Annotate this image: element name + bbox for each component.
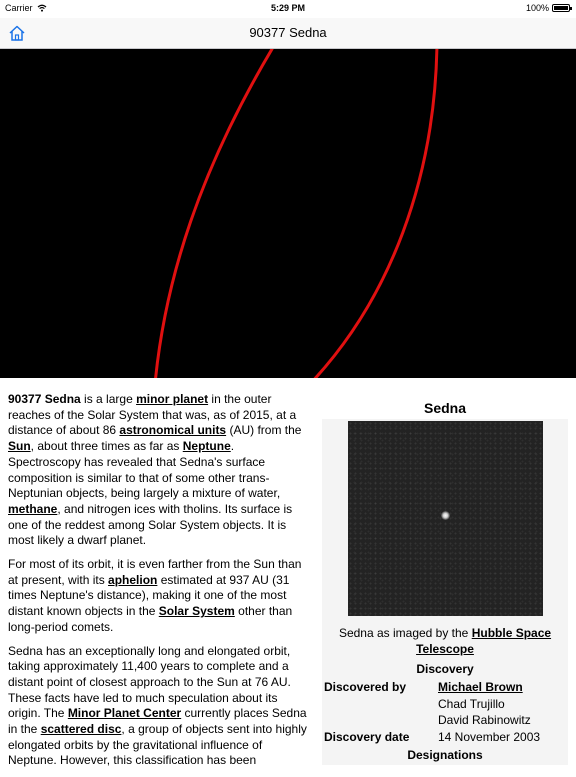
article-text: Sedna has an exceptionally long and elongated orbit, taking approximately 11,400 years to complete and a distant point of closest approach to the Sun at 76 AU. These facts have led to much speculation about its origin. The [8,643,291,721]
article-link[interactable]: scattered disc [40,722,122,737]
article-link[interactable]: Minor Planet Center [67,706,182,721]
orbit-visualization[interactable] [0,49,576,378]
article-text: For most of its orbit, it is even farther from the Sun than at present, with its [8,557,302,587]
sedna-point [441,511,450,520]
paragraph-orbit [8,557,310,636]
article-link[interactable]: astronomical units [119,423,227,438]
article-link[interactable]: Neptune [182,439,231,454]
battery-icon [552,4,570,12]
link-hubble[interactable]: Hubble Space Telescope [416,626,552,656]
value-discovery-date: 14 November 2003 [438,729,541,744]
article-text: is a large [80,392,137,406]
article-text: other than long-period comets. [8,604,293,634]
paragraph-intro [8,392,310,549]
article-text: currently places Sedna in the [8,706,307,737]
article-text: , about three times as far as [30,439,183,454]
article-text: in the outer reaches of the Solar System that was, as of 2015, at a distance of about 86 [8,392,297,438]
status-bar [0,0,576,18]
infobox [322,396,568,765]
article-text: estimated at 937 AU (31 times Neptune's distance), making it one of the most distant known objects in the [8,572,290,619]
article-link[interactable]: Sun [8,439,31,454]
orbit-path [310,49,437,378]
link-michael-brown[interactable]: Michael Brown [438,680,523,694]
clock: 5:29 PM [270,3,305,13]
battery-percent: 100% [525,3,549,13]
carrier-label: Carrier [5,3,33,13]
article-link[interactable]: minor planet [136,392,209,406]
sedna-image[interactable] [348,421,543,616]
article-link[interactable]: Solar System [158,604,235,619]
paragraph-origin [8,644,310,770]
article-term: 90377 Sedna [8,392,81,406]
article-link[interactable]: aphelion [108,572,158,587]
navigation-bar [0,18,576,49]
row-discovered-by [322,679,568,729]
discoverer-trujillo: Chad Trujillo [438,696,505,711]
infobox-title: Sedna [322,396,568,419]
discoverer-rabinowitz: David Rabinowitz [438,713,531,727]
article-body [8,392,310,777]
orbit-path [155,49,275,378]
article-text: . Spectroscopy has revealed that Sedna's surface composition is similar to that of some other trans-Neptunian objects, being largely a mixture of water, [8,439,281,501]
orbit-diagram [0,49,576,378]
article-text: , a group of objects sent into highly elongated orbits by the gravitational influence of Neptune. However, this classification has been [8,722,307,768]
page-title: 90377 Sedna [249,25,327,40]
label-discovery-date: Discovery date [324,729,410,744]
image-caption: Sedna as imaged by the Hubble Space Telescope [338,626,552,656]
article-link[interactable]: methane [8,501,58,516]
article-text: , and nitrogen ices with tholins. Its surface is one of the reddest among Solar System objects. It is most likely a dwarf planet. [8,501,293,548]
section-designations: Designations [407,748,483,762]
battery-group [526,3,570,13]
row-discovery-date [322,729,568,746]
article-text: (AU) from the [226,423,302,438]
label-discovered-by: Discovered by [324,680,407,694]
section-discovery: Discovery [416,662,474,676]
